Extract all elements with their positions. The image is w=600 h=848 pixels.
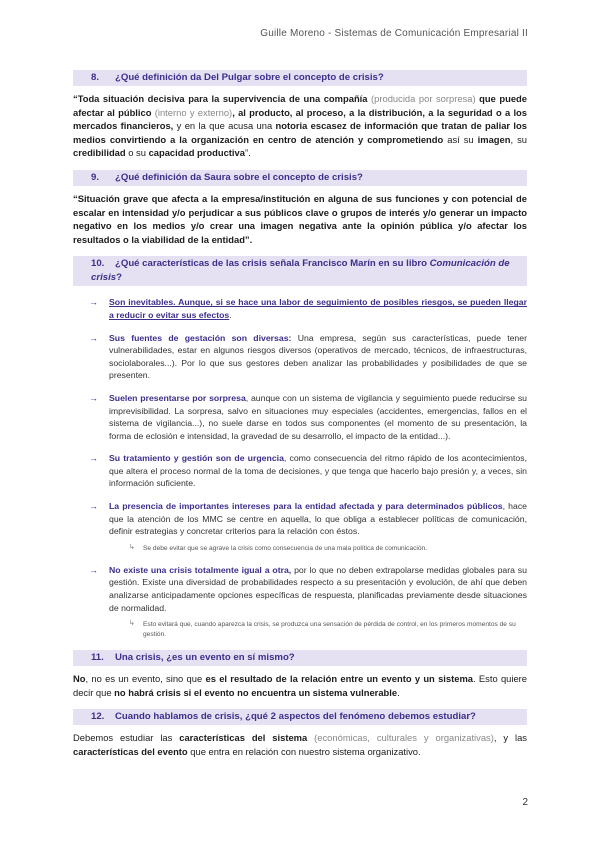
answer-text: y con potencial de escalar en intensidad y/o perjudicar a sus públicos clave o grupos de interés y/o generar un impacto negativo en los medios y/o crear una imagen negativa ante la opinión pública y/o afectar los resultados o la viabilidad de la entidad (73, 192, 527, 245)
answer-11 (73, 672, 527, 699)
bullet-lead: Sus fuentes de gestación son diversas: (109, 332, 292, 343)
answer-text: o su (125, 147, 149, 159)
answer-text: (económicas, culturales y organizativas) (307, 732, 494, 744)
question-number: 10. (91, 258, 105, 270)
sub-bullet-text: Esto evitará que, cuando aparezca la crisis, se produzca una sensación de pérdida de control, en los primeros momentos de su gestión. (143, 621, 516, 639)
answer-text: que entra en relación con nuestro sistema organizativo. (187, 746, 421, 757)
answer-text: Debemos estudiar las (73, 732, 180, 744)
question-9 (73, 170, 527, 186)
page-number: 2 (522, 797, 528, 808)
arrow-icon: → (89, 501, 98, 512)
bullet-item (73, 332, 527, 382)
question-text: Una crisis, ¿es un evento en sí mismo? (115, 652, 295, 664)
answer-text: así su (443, 133, 478, 145)
answer-text: , al producto, al proceso, a la distribución, a la seguridad o a los mercados financieros, (73, 106, 527, 132)
bullet-item (73, 296, 527, 321)
bullet-lead: No existe una crisis totalmente igual a otra, (109, 564, 292, 575)
question-12 (73, 709, 527, 725)
return-arrow-icon: ↳ (129, 620, 135, 628)
question-10 (73, 256, 527, 286)
bullet-item (73, 500, 527, 538)
question-number: 9. (91, 171, 100, 183)
page-header: Guille Moreno - Sistemas de Comunicación Empresarial II (260, 28, 528, 39)
answer-text: y en la que acusa una (173, 120, 276, 132)
answer-text: capacidad productiva (148, 147, 245, 159)
answer-text: que puede afectar al público (73, 93, 527, 118)
document-body (73, 70, 527, 769)
bullet-lead: Suelen presentarse por sorpresa (109, 392, 246, 403)
question-8 (73, 70, 527, 86)
bullet-text: por lo que no deben extrapolarse medidas globales para su gestión. Existe una diversidad de probabilidades respecto a su presentación y evolución, de ahí que deben analizarse anticipadamente opciones específicas de respuesta, planificadas previamente desde situaciones de normalidad. (109, 564, 527, 613)
answer-text: imagen (477, 133, 511, 145)
bullet-text: , como consecuencia del ritmo rápido de los acontecimientos, que altera el proceso normal de la toma de decisiones, y que tenga que hacerlo bajo presión y, a veces, sin información suficiente. (109, 453, 527, 489)
return-arrow-icon: ↳ (129, 543, 135, 551)
bullet-item (73, 392, 527, 442)
bullet-lead: La presencia de importantes intereses para la entidad afectada y para determinados públicos (109, 501, 503, 512)
answer-text: credibilidad (73, 147, 126, 159)
question-text: Cuando hablamos de crisis, ¿qué 2 aspectos del fenómeno debemos estudiar? (115, 711, 476, 723)
bullet-item (73, 564, 527, 614)
question-number: 11. (91, 652, 104, 664)
sub-bullet (73, 544, 527, 554)
bullet-text: , aunque con un sistema de vigilancia y seguimiento puede reducirse su imprevisibilidad. La sorpresa, salvo en situaciones muy especiales (accidentes, emergencias, fallos en el sistema de vigilancia...), no suele darse en todos sus componentes (el momento de su presentación, la forma de eclosión e intensidad, la gravedad de su desarrollo, el impacto de la entidad...). (109, 392, 527, 441)
answer-text: , y las (493, 732, 527, 744)
answer-text: . Esto quiere decir que (73, 673, 528, 698)
bullet-text: , hace que la atención de los MMC se centre en aquella, lo que obliga a establecer políticas de comunicación, definir estrategias y concretar criterios para la relación con éstos. (109, 501, 528, 537)
bullet-item (73, 452, 527, 490)
sub-bullet (73, 620, 527, 640)
answer-text: , no es un evento, sino que (85, 673, 206, 685)
bullet-text: . (229, 309, 232, 320)
bullet-lead: Son inevitables. Aunque, si se hace una labor de seguimiento de posibles riesgos, se pueden llegar a reducir o evitar sus efectos (109, 297, 527, 320)
arrow-icon: → (89, 392, 98, 403)
answer-text: no habrá crisis si el evento no encuentra un sistema vulnerable (114, 686, 398, 698)
answer-text: No (73, 673, 86, 685)
answer-text: (interno y externo) (151, 106, 233, 118)
answer-text: ”. (244, 233, 253, 245)
question-end: ? (116, 272, 122, 284)
answer-text: “Situación grave que afecta a la empresa/institución en alguna de sus funciones (73, 192, 440, 204)
question-text: ¿Qué definición da Del Pulgar sobre el concepto de crisis? (115, 72, 384, 83)
answer-text: ”. (244, 147, 251, 159)
bullet-text: Una empresa, según sus características, puede tener vulnerabilidades, estar en algunos riesgos diversos (operativos de mercado, técnicos, de infraestructuras, sociolaborales...). Por lo que sus gestores deben analizar las probabilidades y posibilidades de que se presenten. (109, 332, 527, 381)
answer-text: características del sistema (179, 732, 308, 744)
question-11 (73, 650, 527, 666)
answer-text: . (397, 686, 400, 698)
arrow-icon: → (89, 332, 98, 343)
book-title: Comunicación de crisis (91, 258, 510, 284)
answer-text: (producida por sorpresa) (367, 93, 480, 104)
answer-text: , su (510, 133, 527, 145)
answer-text: “Toda situación decisiva para la supervivencia de una compañía (73, 93, 368, 104)
question-number: 12. (91, 711, 105, 723)
answer-text: características del evento (73, 746, 188, 757)
question-text: ¿Qué características de las crisis señala Francisco Marín en su libro (115, 258, 430, 270)
bullet-lead: Su tratamiento y gestión son de urgencia (109, 453, 284, 464)
arrow-icon: → (89, 297, 98, 308)
question-number: 8. (91, 72, 100, 83)
answer-12 (73, 731, 527, 758)
answer-8 (73, 92, 527, 160)
arrow-icon: → (89, 564, 98, 575)
question-text: ¿Qué definición da Saura sobre el concepto de crisis? (115, 171, 363, 183)
answer-text: notoria escasez de información que tratan de paliar los medios convirtiendo a la organización en centro de atención y comprometiendo (73, 120, 527, 145)
answer-9 (73, 192, 527, 246)
answer-text: es el resultado de la relación entre un evento y un sistema (205, 673, 473, 685)
arrow-icon: → (89, 453, 98, 464)
sub-bullet-text: Se debe evitar que se agrave la crisis como consecuencia de una mala política de comunicación. (143, 544, 428, 552)
